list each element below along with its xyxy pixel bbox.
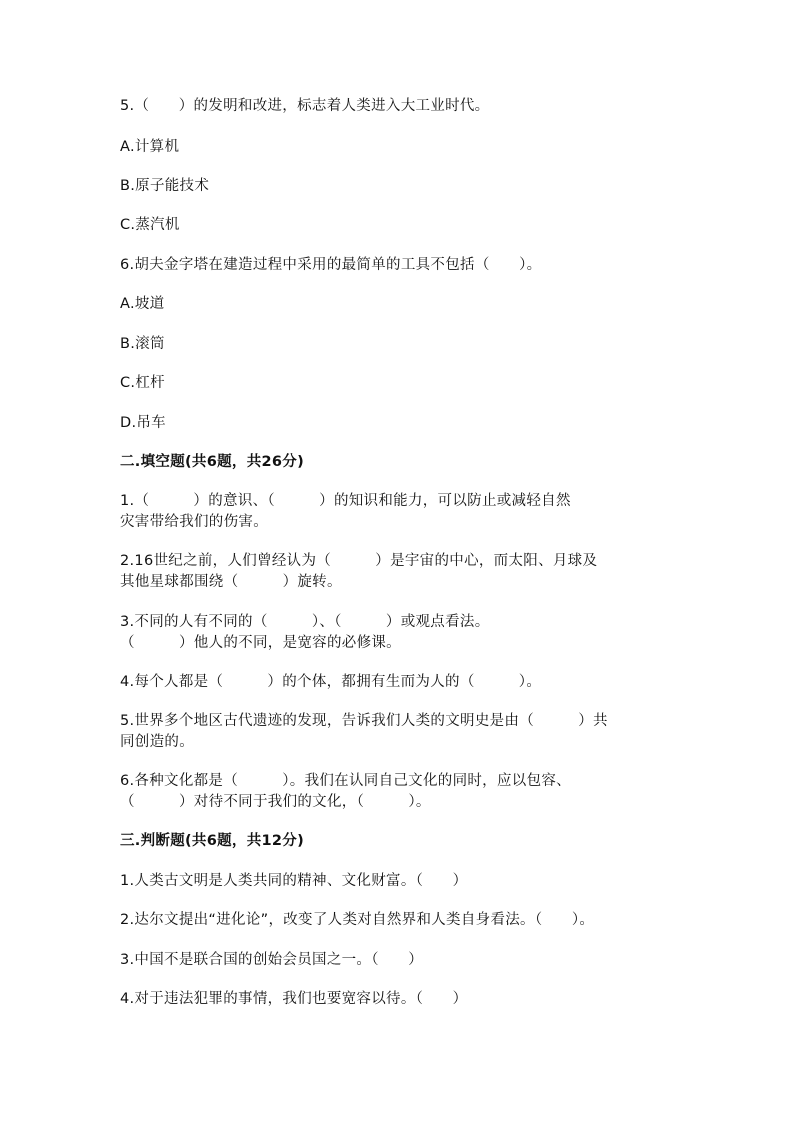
fill-question-1-line-2: 灾害带给我们的伤害。 xyxy=(120,514,268,530)
judge-question-3: 3.中国不是联合国的创始会员国之一。（ ） xyxy=(120,952,424,968)
fill-question-5-line-2: 同创造的。 xyxy=(120,734,194,750)
fill-question-2-line-1: 2.16世纪之前，人们曾经认为（ ）是宇宙的中心，而太阳、月球及 xyxy=(120,553,598,569)
section-judge-title: 三.判断题(共6题，共12分) xyxy=(120,833,305,849)
fill-question-5-line-1: 5.世界多个地区古代遗迹的发现，告诉我们人类的文明史是由（ ）共 xyxy=(120,713,608,729)
question-6-option-d: D.吊车 xyxy=(120,415,166,431)
question-5-option-c: C.蒸汽机 xyxy=(120,217,180,233)
question-5-option-b: B.原子能技术 xyxy=(120,178,210,194)
fill-question-6-line-2: （ ）对待不同于我们的文化，（ ）。 xyxy=(120,794,431,810)
judge-question-2: 2.达尔文提出“进化论”，改变了人类对自然界和人类自身看法。（ ）。 xyxy=(120,912,595,928)
question-5-stem: 5.（ ）的发明和改进，标志着人类进入大工业时代。 xyxy=(120,98,490,114)
section-fill-title: 二.填空题(共6题，共26分) xyxy=(120,454,305,470)
question-6-option-c: C.杠杆 xyxy=(120,375,165,391)
judge-question-4: 4.对于违法犯罪的事情，我们也要宽容以待。（ ） xyxy=(120,991,468,1007)
fill-question-3-line-1: 3.不同的人有不同的（ ）、（ ）或观点看法。 xyxy=(120,614,490,630)
fill-question-2-line-2: 其他星球都围绕（ ）旋转。 xyxy=(120,574,342,590)
fill-question-6-line-1: 6.各种文化都是（ ）。我们在认同自己文化的同时，应以包容、 xyxy=(120,773,571,789)
fill-question-3-line-2: （ ）他人的不同，是宽容的必修课。 xyxy=(120,635,401,651)
question-6-option-a: A.坡道 xyxy=(120,296,165,312)
fill-question-1-line-1: 1.（ ）的意识、（ ）的知识和能力，可以防止或减轻自然 xyxy=(120,493,571,509)
question-6-stem: 6.胡夫金字塔在建造过程中采用的最简单的工具不包括（ ）。 xyxy=(120,257,542,273)
question-6-option-b: B.滚筒 xyxy=(120,336,165,352)
fill-question-4-line-1: 4.每个人都是（ ）的个体，都拥有生而为人的（ ）。 xyxy=(120,674,542,690)
question-5-option-a: A.计算机 xyxy=(120,139,180,155)
judge-question-1: 1.人类古文明是人类共同的精神、文化财富。（ ） xyxy=(120,873,468,889)
